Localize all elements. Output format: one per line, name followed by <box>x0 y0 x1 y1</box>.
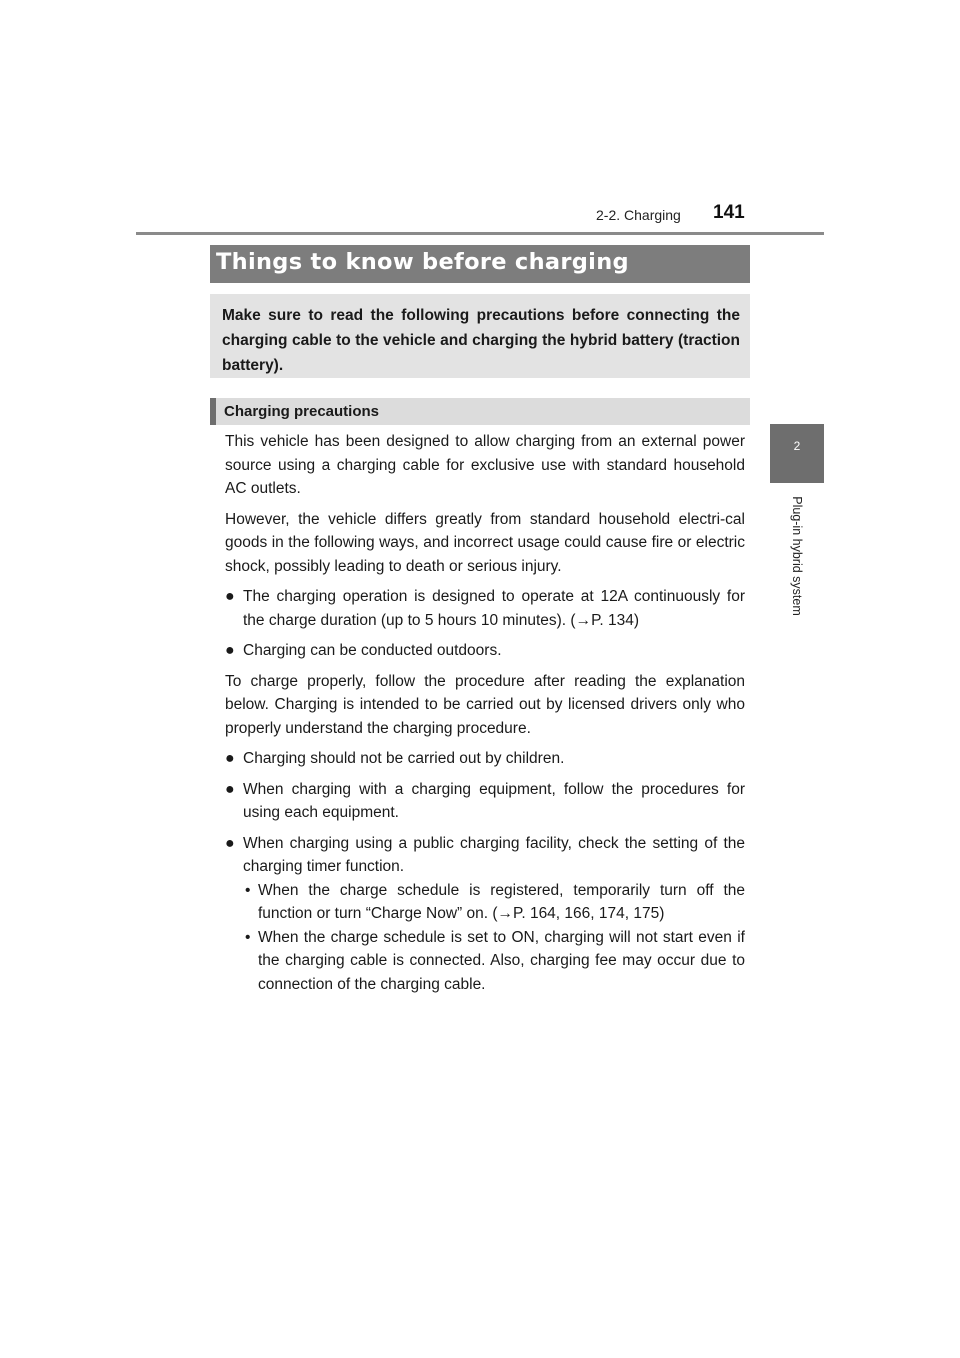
bullet-icon: ● <box>225 834 235 852</box>
bullet-icon: ● <box>225 588 235 605</box>
bullet-text: The charging operation is designed to operate at 12A continuously for the charge duration (up to 5 hours 10 minutes). (→P. 134) <box>243 588 745 629</box>
bullet-icon: ● <box>225 750 235 767</box>
subheading-accent <box>210 398 216 425</box>
bullet-icon: ● <box>225 780 235 798</box>
header-divider <box>136 232 824 235</box>
chapter-number: 2 <box>793 439 801 453</box>
bullet-item <box>225 585 745 632</box>
bullet-item <box>225 639 745 663</box>
paragraph: To charge properly, follow the procedure after reading the explanation below. Charging is intended to be carried out by licensed drivers only who properly understand the charging procedure. <box>225 672 745 737</box>
sub-bullet-text: When the charge schedule is set to ON, charging will not start even if the charging cable is connected. Also, charging fee may occur due to connection of the charging cable. <box>258 928 745 993</box>
bullet-text: Charging should not be carried out by children. <box>243 750 565 767</box>
chapter-tab <box>770 424 824 483</box>
sub-bullet-icon: • <box>245 881 251 899</box>
paragraph: However, the vehicle differs greatly from standard household electri-cal goods in the following ways, and incorrect usage could cause fire or electric shock, possibly leading to death or serious injury. <box>225 510 745 575</box>
sub-bullet-item <box>225 926 745 997</box>
sub-bullet-text: When the charge schedule is registered, temporarily turn off the function or turn “Charge Now” on. (→P. 164, 166, 174, 175) <box>258 881 745 922</box>
bullet-icon: ● <box>225 642 235 659</box>
bullet-text: When charging using a public charging facility, check the setting of the charging timer function. <box>243 834 745 875</box>
paragraph: This vehicle has been designed to allow charging from an external power source using a charging cable for exclusive use with standard household AC outlets. <box>225 433 745 497</box>
bullet-item <box>225 747 745 771</box>
bullet-item <box>225 778 745 825</box>
sub-bullet-item <box>225 879 745 926</box>
sub-bullet-icon: • <box>245 928 251 946</box>
bullet-item <box>225 832 745 879</box>
subheading: Charging precautions <box>224 403 380 420</box>
page-number: 141 <box>713 202 745 223</box>
chapter-label: Plug-in hybrid system <box>790 496 804 616</box>
section-title: 2-2. Charging <box>596 207 681 223</box>
bullet-text: Charging can be conducted outdoors. <box>243 642 502 659</box>
body-content <box>225 430 745 996</box>
bullet-text: When charging with a charging equipment, follow the procedures for using each equipment. <box>243 780 745 821</box>
intro-text: Make sure to read the following precautions before connecting the charging cable to the vehicle and charging the hybrid battery (traction battery). <box>222 307 740 374</box>
page-title: Things to know before charging <box>216 249 629 275</box>
